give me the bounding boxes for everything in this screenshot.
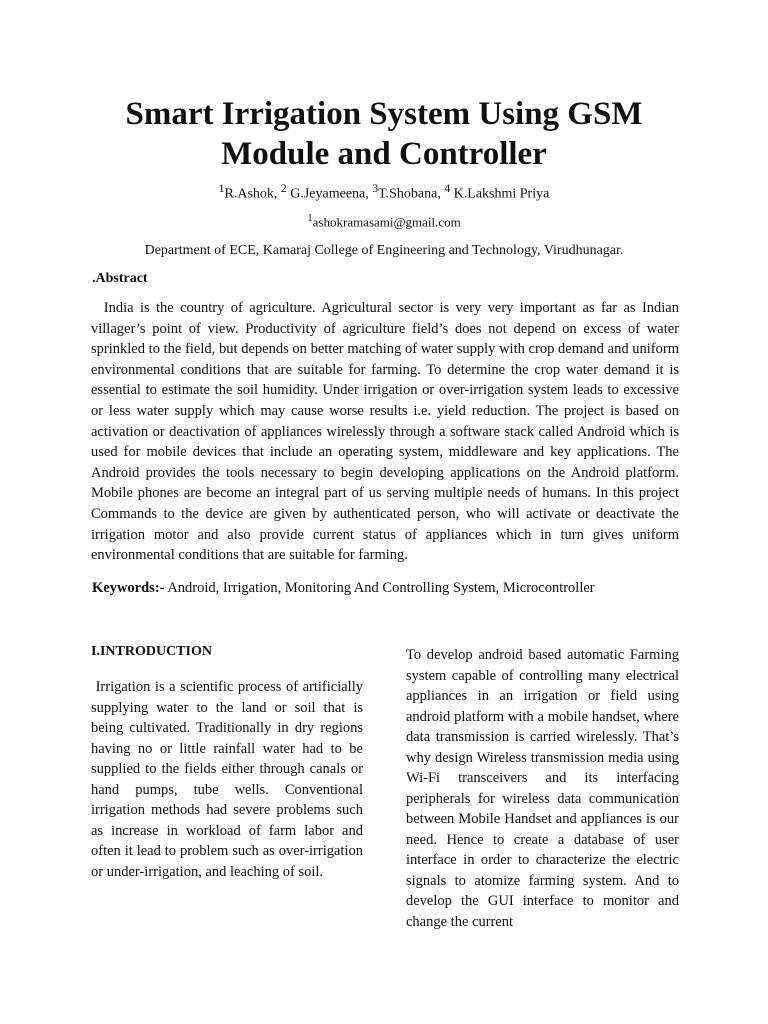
keywords-text: Android, Irrigation, Monitoring And Controlling System, Microcontroller — [167, 580, 595, 596]
abstract-body — [91, 298, 679, 566]
right-column-body: To develop android based automatic Farming system capable of controlling many electrical appliances in an irrigation or field using android platform with a mobile handset, where data transmission is carried wirelessly. That’s why design Wireless transmission media using Wi-Fi transceivers and its interfacing peripherals for wireless data communication between Mobile Handset and appliances is our need. Hence to create a database of user interface in order to characterize the electric signals to atomize farming system. And to develop the GUI interface to monitor and change the current — [406, 647, 679, 930]
author-list — [0, 182, 768, 203]
keywords-line — [92, 580, 692, 597]
introduction-body — [91, 677, 363, 882]
author-affiliation-mark: 1 — [218, 182, 225, 195]
introduction-text: Irrigation is a scientific process of artificially supplying water to the land or soil that is being cultivated. Traditionally in dry regions having no or little rainfall water had to be supplied to the fields either through canals or hand pumps, tube wells. Conventional irrigation methods had severe problems such as increase in workload of farm labor and often it lead to problem such as over-irrigation or under-irrigation, and leaching of soil. — [91, 679, 363, 880]
author-name: G.Jeyameena, — [290, 186, 369, 202]
title-line-2: Module and Controller — [221, 136, 547, 172]
title-line-1: Smart Irrigation System Using GSM — [125, 96, 643, 132]
abstract-heading: .Abstract — [92, 271, 148, 286]
introduction-heading: I.INTRODUCTION — [91, 644, 212, 659]
author-affiliation-mark: 3 — [372, 182, 379, 195]
author-affiliation-mark: 2 — [280, 182, 287, 195]
paper-title — [60, 94, 708, 174]
email-address: ashokramasami@gmail.com — [312, 214, 461, 230]
author-email — [0, 212, 768, 230]
author-name: T.Shobana, — [378, 186, 441, 202]
left-column — [91, 644, 363, 882]
keywords-label: Keywords:- — [92, 580, 165, 596]
author-name: R.Ashok, — [224, 186, 278, 202]
author-name: K.Lakshmi Priya — [453, 186, 550, 202]
email-affiliation-mark: 1 — [307, 212, 313, 224]
department-line: Department of ECE, Kamaraj College of Engineering and Technology, Virudhunagar. — [144, 243, 624, 258]
abstract-text: India is the country of agriculture. Agricultural sector is very very important as far as Indian villager’s point of view. Productivity of agriculture field’s does not depend on excess of water sprinkled to the field, but depends on better matching of water supply with crop demand and uniform environmental conditions that are suitable for farming. To determine the crop water demand it is essential to estimate the soil humidity. Under irrigation or over-irrigation system leads to excessive or less water supply which may cause worse results i.e. yield reduction. The project is based on activation or deactivation of appliances wirelessly through a software stack called Android which is used for mobile devices that include an operating system, middleware and key applications. The Android provides the tools necessary to begin developing applications on the Android platform. Mobile phones are become an integral part of us serving multiple needs of humans. In this project Commands to the device are given by authenticated person, who will activate or deactivate the irrigation motor and also provide current status of appliances which in turn gives uniform environmental conditions that are suitable for farming. — [91, 300, 679, 564]
author-affiliation-mark: 4 — [444, 182, 451, 195]
